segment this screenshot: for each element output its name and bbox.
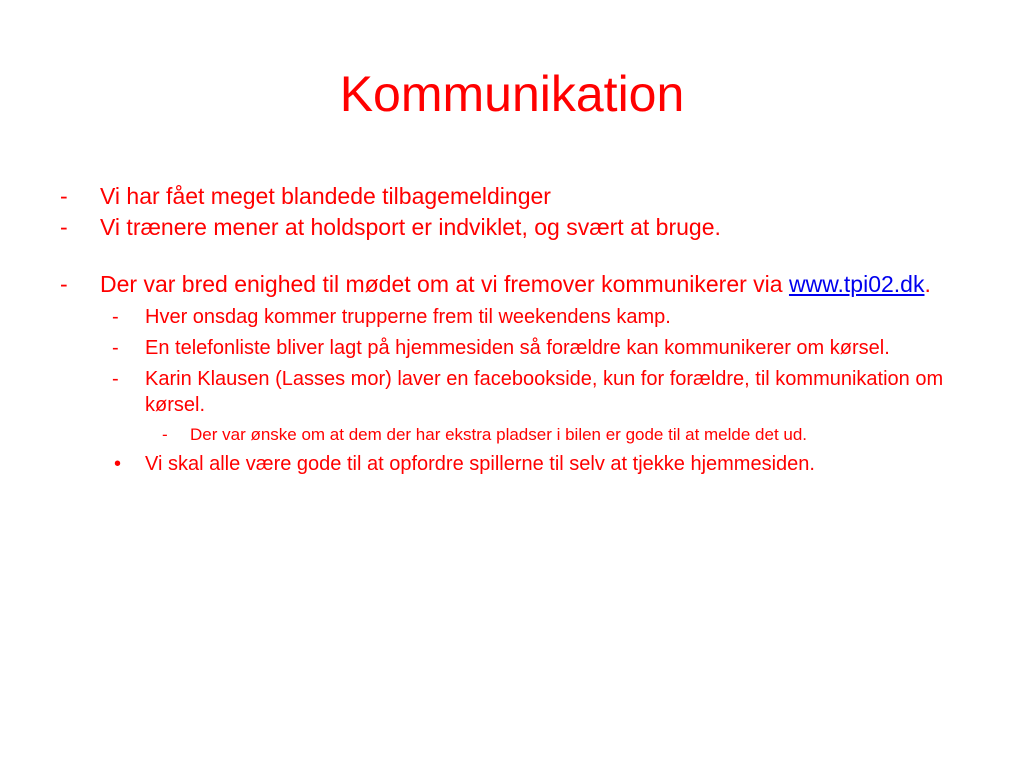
list-item: [58, 270, 978, 299]
item-text: Der var bred enighed til mødet om at vi fremover kommunikerer via: [100, 271, 789, 297]
item-text: Vi trænere mener at holdsport er indviklet, og svært at bruge.: [100, 214, 721, 240]
item-text: Karin Klausen (Lasses mor) laver en facebookside, kun for forældre, til kommunikation om kørsel.: [145, 368, 944, 416]
dash-marker: -: [112, 306, 119, 328]
dash-marker: -: [112, 368, 119, 390]
item-text: Vi skal alle være gode til at opfordre spillerne til selv at tjekke hjemmesiden.: [145, 453, 815, 475]
website-link[interactable]: www.tpi02.dk: [788, 271, 925, 297]
sub-list-item: [112, 366, 978, 418]
dash-marker: -: [60, 183, 68, 209]
item-text: En telefonliste bliver lagt på hjemmesiden så forældre kan kommunikerer om kørsel.: [145, 337, 890, 359]
dash-marker: -: [162, 425, 168, 444]
list-item: [58, 213, 978, 242]
sub-sub-list-item: [162, 424, 978, 446]
item-text: Der var ønske om at dem der har ekstra pladser i bilen er gode til at melde det ud.: [190, 425, 808, 444]
item-suffix: .: [924, 271, 931, 297]
dash-marker: -: [60, 271, 68, 297]
sub-list-item: [112, 451, 978, 477]
sub-list-item: [112, 335, 978, 361]
spacer: [58, 244, 978, 270]
list-item: [58, 182, 978, 211]
bullet-marker: •: [114, 453, 122, 475]
item-text: Vi har fået meget blandede tilbagemeldinger: [100, 183, 551, 209]
slide-title: Kommunikation: [339, 66, 685, 122]
item-text: Hver onsdag kommer trupperne frem til weekendens kamp.: [145, 306, 671, 328]
sub-list-item: [112, 304, 978, 330]
dash-marker: -: [60, 214, 68, 240]
dash-marker: -: [112, 337, 119, 359]
slide-content: [58, 182, 978, 479]
